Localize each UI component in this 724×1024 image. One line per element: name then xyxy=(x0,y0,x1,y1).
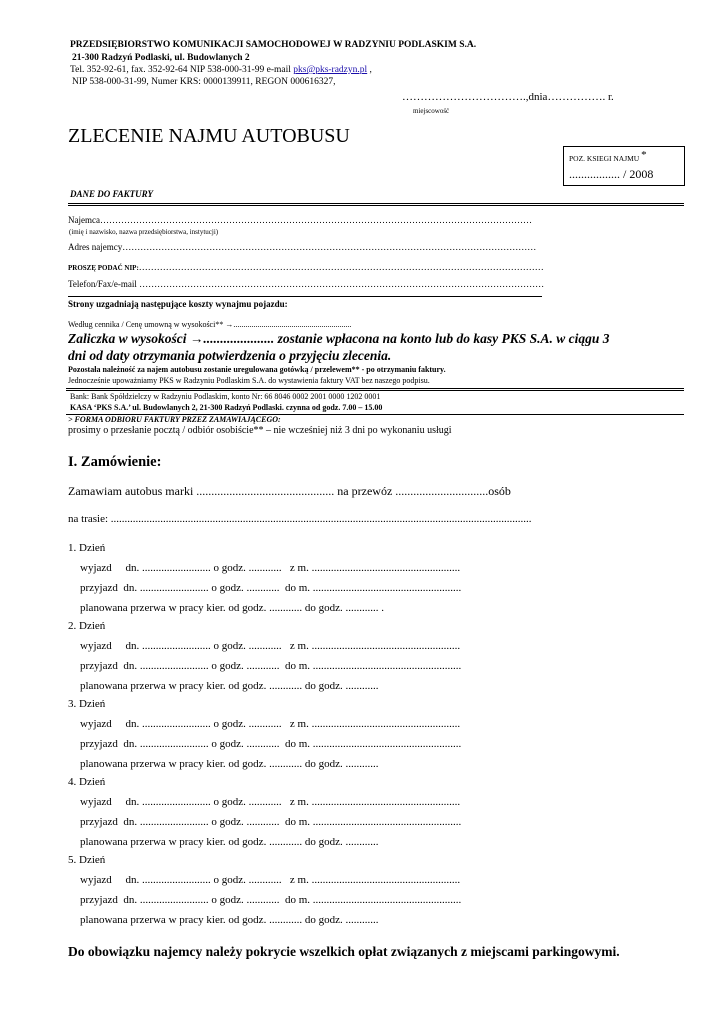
day-label: 4. Dzień xyxy=(68,776,106,788)
deposit-amount: ..................... zostanie wpłacona na konto lub do kasy PKS S.A. w ciągu 3 xyxy=(203,331,610,346)
arrival-row[interactable]: przyjazd dn. ......................... o godz. ............ do m. ...................................................... xyxy=(80,582,462,594)
ledger-value: ................. / 2008 xyxy=(569,167,654,181)
arrival-row[interactable]: przyjazd dn. ......................... o godz. ............ do m. ...................................................... xyxy=(80,816,462,828)
cashdesk-line: KASA ‘PKS S.A.’ ul. Budowlanych 2, 21-300 Radzyń Podlaski. czynna od godz. 7.00 – 15.00 xyxy=(70,403,383,412)
arrow-icon: → xyxy=(189,331,204,346)
departure-row[interactable]: wyjazd dn. ......................... o godz. ............ z m. ...................................................... xyxy=(80,640,461,652)
nip-dots: ……………………………………………………………………………………………………………………… xyxy=(138,262,544,272)
rate-line[interactable] xyxy=(68,320,351,329)
departure-row[interactable]: wyjazd dn. ......................... o godz. ............ z m. ...................................................... xyxy=(80,796,461,808)
route-line[interactable]: na trasie: ......................................................................................................................................................... xyxy=(68,513,532,525)
place-caption: miejscowość xyxy=(413,107,450,115)
arrival-row[interactable]: przyjazd dn. ......................... o godz. ............ do m. ...................................................... xyxy=(80,738,462,750)
document-title: ZLECENIE NAJMU AUTOBUSU xyxy=(68,125,350,147)
contact-suffix: , xyxy=(367,65,372,75)
invoice-heading: DANE DO FAKTURY xyxy=(70,189,154,199)
break-row[interactable]: planowana przerwa w pracy kier. od godz. ............ do godz. ............ . xyxy=(80,602,384,614)
divider xyxy=(68,203,684,204)
company-registry: NIP 538-000-31-99, Numer KRS: 0000139911, REGON 000616327, xyxy=(72,77,336,87)
bus-line[interactable]: Zamawiam autobus marki .............................................. na przewóz ...............................osób xyxy=(68,484,511,498)
divider xyxy=(68,205,684,206)
departure-row[interactable]: wyjazd dn. ......................... o godz. ............ z m. ...................................................... xyxy=(80,562,461,574)
nip-label: PROSZĘ PODAĆ NIP: xyxy=(68,264,139,272)
arrival-row[interactable]: przyjazd dn. ......................... o godz. ............ do m. ...................................................... xyxy=(80,894,462,906)
day-label: 2. Dzień xyxy=(68,620,106,632)
break-row[interactable]: planowana przerwa w pracy kier. od godz. ............ do godz. ............ xyxy=(80,758,379,770)
company-contact xyxy=(70,65,372,76)
company-address: 21-300 Radzyń Podlaski, ul. Budowlanych 2 xyxy=(72,53,250,63)
arrival-row[interactable]: przyjazd dn. ......................... o godz. ............ do m. ...................................................... xyxy=(80,660,462,672)
deposit-line-2: dni od daty otrzymania potwierdzenia o przyjęciu zlecenia. xyxy=(68,348,392,363)
footer-note: Do obowiązku najemcy należy pokrycie wszelkich opłat związanych z miejscami parkingowymi. xyxy=(68,944,620,959)
day-label: 1. Dzień xyxy=(68,542,106,554)
nip-field[interactable] xyxy=(68,262,682,272)
remaining-note: Pozostała należność za najem autobusu zostanie uregulowana gotówką / przelewem** - po otrzymaniu faktury. xyxy=(68,365,446,374)
email-link[interactable]: pks@pks-radzyn.pl xyxy=(293,65,368,75)
divider xyxy=(66,388,684,389)
break-row[interactable]: planowana przerwa w pracy kier. od godz. ............ do godz. ............ xyxy=(80,680,379,692)
rate-text: Według cennika / Cenę umowną w wysokości** xyxy=(68,320,226,329)
contact-text: Tel. 352-92-61, fax. 352-92-64 NIP 538-000-31-99 e-mail xyxy=(70,65,294,75)
ledger-star: * xyxy=(641,149,647,161)
ledger-box xyxy=(563,146,685,186)
rate-dots: ........................................................... xyxy=(233,320,352,329)
ledger-label-text: POZ. KSIEGI NAJMU xyxy=(569,154,640,163)
day-label: 5. Dzień xyxy=(68,854,106,866)
break-row[interactable]: planowana przerwa w pracy kier. od godz. ............ do godz. ............ xyxy=(80,914,379,926)
arrow-icon: → xyxy=(225,320,234,329)
divider xyxy=(68,296,542,297)
bank-line: Bank: Bank Spółdzielczy w Radzyniu Podlaskim, konto Nr: 66 8046 0002 2001 0000 1202 0001 xyxy=(70,392,381,401)
deposit-line xyxy=(68,331,610,347)
departure-row[interactable]: wyjazd dn. ......................... o godz. ............ z m. ...................................................... xyxy=(80,718,461,730)
day-label: 3. Dzień xyxy=(68,698,106,710)
departure-row[interactable]: wyjazd dn. ......................... o godz. ............ z m. ...................................................... xyxy=(80,874,461,886)
place-date-line: …………………………….,dnia……………. r. xyxy=(402,91,614,103)
phone-field[interactable]: Telefon/Fax/e-mail ……………………………………………………………………………………………………………………… xyxy=(68,279,545,289)
order-heading: I. Zamówienie: xyxy=(68,454,162,470)
ledger-label xyxy=(569,149,647,164)
company-name: PRZEDSIĘBIORSTWO KOMUNIKACJI SAMOCHODOWEJ W RADZYNIU PODLASKIM S.A. xyxy=(70,40,477,50)
costs-heading: Strony uzgadniają następujące koszty wynajmu pojazdu: xyxy=(68,299,288,309)
tenant-field[interactable]: Najemca……………………………………………………………………………………………………………………………… xyxy=(68,215,532,225)
pickup-heading: > FORMA ODBIORU FAKTURY PRZEZ ZAMAWIAJĄCEGO: xyxy=(68,415,281,424)
tenant-caption: (imię i nazwisko, nazwa przedsiębiorstwa, instytucji) xyxy=(69,228,219,236)
deposit-text: Zaliczka w wysokości xyxy=(68,331,190,346)
break-row[interactable]: planowana przerwa w pracy kier. od godz. ............ do godz. ............ xyxy=(80,836,379,848)
divider xyxy=(66,390,684,391)
pickup-text: prosimy o przesłanie pocztą / odbiór osobiście** – nie wcześniej niż 3 dni po wykonaniu usługi xyxy=(68,425,452,436)
authorize-note: Jednocześnie upoważniamy PKS w Radzyniu Podlaskim S.A. do wystawienia faktury VAT bez naszego podpisu. xyxy=(68,376,430,385)
address-field[interactable]: Adres najemcy………………………………………………………………………………………………………………………… xyxy=(68,242,537,252)
